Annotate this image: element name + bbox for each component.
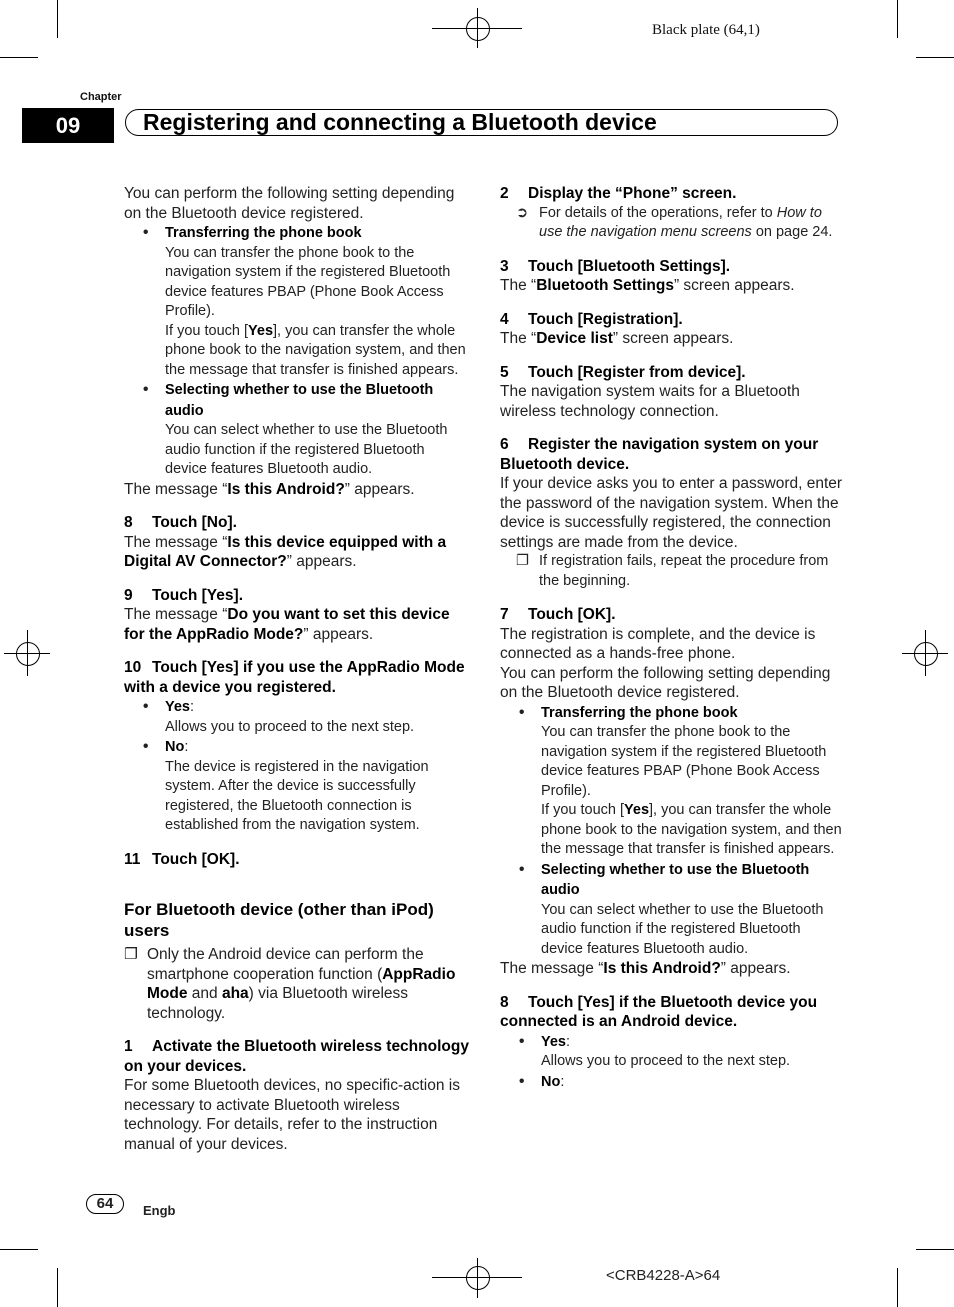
crop-mark	[897, 1268, 898, 1307]
step-3-title: 3 Touch [Bluetooth Settings].	[500, 257, 731, 275]
bullet-heading: Selecting whether to use the Bluetooth audio	[541, 861, 810, 898]
arrow-icon: ➲	[516, 204, 529, 221]
bullet-heading: Selecting whether to use the Bluetooth audio	[165, 382, 434, 419]
registration-line	[925, 630, 926, 676]
bullet-text: You can select whether to use the Bluetooth audio function if the registered Bluetooth device features Bluetooth audio.	[165, 422, 448, 477]
message-text: The message “Is this Android?” appears.	[124, 480, 415, 498]
step-11-title: 11 Touch [OK].	[124, 850, 240, 868]
step-8-title: 8 Touch [Yes] if the Bluetooth device you connected is an Android device.	[500, 993, 818, 1030]
crop-mark	[897, 0, 898, 38]
page-title: Registering and connecting a Bluetooth device	[125, 109, 838, 136]
right-column	[500, 184, 845, 1092]
plate-label: Black plate (64,1)	[652, 22, 760, 38]
bullet-no: • No:	[143, 738, 189, 755]
step-6-title: 6 Register the navigation system on your Bluetooth device.	[500, 436, 819, 473]
message-text: The message “Is this Android?” appears.	[500, 960, 791, 977]
step-2-note: ➲ For details of the operations, refer to How to use the navigation menu screens on page 24.	[516, 204, 833, 240]
bullet-icon: •	[143, 224, 149, 241]
checkbox-icon: ❐	[516, 553, 529, 569]
step-2-title: 2 Display the “Phone” screen.	[500, 185, 737, 202]
left-column	[124, 184, 469, 1154]
crop-mark	[0, 1249, 38, 1250]
bullet-heading: Transferring the phone book	[165, 225, 362, 241]
step-1-text: For some Bluetooth devices, no specific-action is necessary to activate Bluetooth wireless technology. For details, refer to the instruction manual of your devices.	[124, 1077, 460, 1153]
bullet-no: • No:	[519, 1072, 565, 1090]
bullet-icon: •	[143, 698, 149, 715]
crop-mark	[57, 0, 58, 38]
bullet-text: If you touch [Yes], you can transfer the whole phone book to the navigation system, and then the message that transfer is finished appears.	[541, 802, 842, 857]
registration-target-icon	[466, 1266, 490, 1290]
chapter-number: 09	[22, 108, 114, 143]
bullet-text: Allows you to proceed to the next step.	[165, 718, 415, 735]
bullet-icon: •	[519, 1072, 525, 1090]
step-7-title: 7 Touch [OK].	[500, 606, 616, 623]
bullet-audio	[124, 380, 469, 421]
step-7-text: The registration is complete, and the device is connected as a hands-free phone.	[500, 625, 816, 662]
step-9-title: 9 Touch [Yes].	[124, 586, 244, 604]
bullet-heading: Transferring the phone book	[541, 704, 738, 721]
bullet-audio	[500, 860, 845, 901]
bullet-icon: •	[143, 381, 149, 398]
crop-mark	[57, 1268, 58, 1307]
crop-mark	[0, 57, 38, 58]
language-code: Engb	[143, 1203, 176, 1218]
registration-line	[477, 1258, 478, 1298]
bullet-text: You can select whether to use the Bluetooth audio function if the registered Bluetooth device features Bluetooth audio.	[541, 901, 824, 957]
step-1-title: 1 Activate the Bluetooth wireless technology on your devices.	[124, 1038, 469, 1075]
crop-mark	[916, 57, 954, 58]
bullet-yes: • Yes:	[519, 1032, 571, 1050]
registration-target-icon	[16, 642, 40, 666]
bullet-transfer	[124, 223, 469, 244]
bullet-icon: •	[519, 1032, 525, 1050]
chapter-label: Chapter	[80, 91, 122, 103]
checkbox-icon: ❐	[124, 946, 138, 963]
bullet-text: You can transfer the phone book to the navigation system if the registered Bluetooth device features PBAP (Phone Book Access Profile).	[165, 244, 451, 319]
bullet-text: The device is registered in the navigation system. After the device is successfully registered, the Bluetooth connection is established from the navigation system.	[165, 758, 429, 833]
bullet-icon: •	[143, 738, 149, 755]
page-number: 64	[86, 1194, 124, 1214]
step-6-text: If your device asks you to enter a password, enter the password of the navigation system. When the device is successfully registered, the connection settings are made from the device.	[500, 475, 843, 551]
bullet-text: Allows you to proceed to the next step.	[541, 1053, 791, 1069]
section-heading: For Bluetooth device (other than iPod) users	[124, 900, 434, 940]
bullet-icon: •	[519, 703, 525, 721]
step-10-title: 10 Touch [Yes] if you use the AppRadio Mode with a device you registered.	[124, 659, 465, 696]
step-7-text: You can perform the following setting depending on the Bluetooth device registered.	[500, 664, 831, 701]
step-3-text: The “Bluetooth Settings” screen appears.	[500, 277, 795, 294]
step-4-text: The “Device list” screen appears.	[500, 330, 734, 347]
registration-target-icon	[466, 17, 490, 41]
bullet-text: If you touch [Yes], you can transfer the whole phone book to the navigation system, and then the message that transfer is finished appears.	[165, 322, 466, 378]
bullet-text: You can transfer the phone book to the navigation system if the registered Bluetooth device features PBAP (Phone Book Access Profile).	[541, 724, 827, 799]
step-8-title: 8 Touch [No].	[124, 514, 237, 531]
document-code: <CRB4228-A>64	[606, 1267, 721, 1284]
step-4-title: 4 Touch [Registration].	[500, 310, 683, 328]
step-5-text: The navigation system waits for a Bluetooth wireless technology connection.	[500, 383, 800, 420]
crop-mark	[916, 1249, 954, 1250]
bullet-transfer	[500, 703, 845, 724]
intro-text: You can perform the following setting depending on the Bluetooth device registered.	[124, 185, 455, 222]
bullet-icon: •	[519, 860, 525, 878]
step-5-title: 5 Touch [Register from device].	[500, 363, 746, 381]
registration-target-icon	[914, 642, 938, 666]
step-6-note: ❐ If registration fails, repeat the procedure from the beginning.	[516, 553, 829, 589]
step-9-text: The message “Do you want to set this device for the AppRadio Mode?” appears.	[124, 606, 450, 643]
note: ❐ Only the Android device can perform the smartphone cooperation function (AppRadio Mode and aha) via Bluetooth wireless technology.	[124, 946, 456, 1022]
registration-line	[477, 8, 478, 48]
bullet-yes: • Yes:	[143, 698, 195, 715]
step-8-text: The message “Is this device equipped with a Digital AV Connector?” appears.	[124, 533, 447, 570]
registration-line	[27, 630, 28, 676]
